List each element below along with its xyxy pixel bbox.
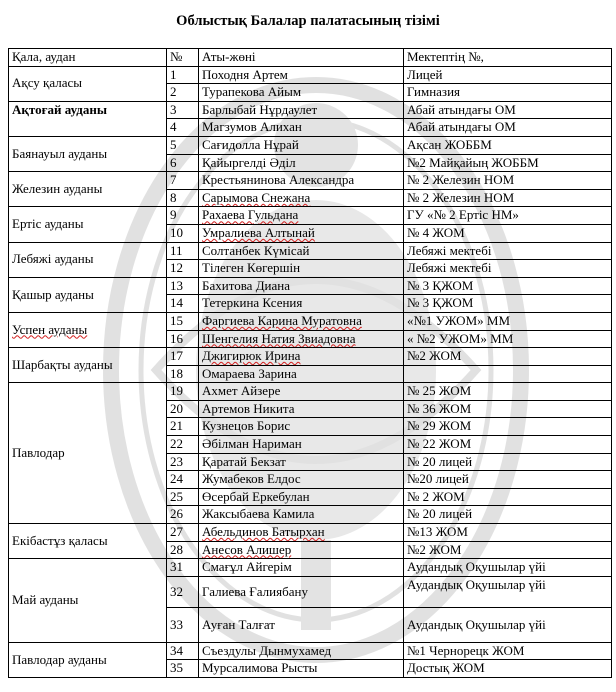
name-cell: Магзумов Алихан [199,119,404,137]
name-cell: Әбілман Нариман [199,436,404,454]
number-cell: 34 [167,642,199,660]
district-cell: Железин ауданы [9,172,167,207]
district-cell: Екібастұз қаласы [9,524,167,559]
school-cell: Лебяжі мектебі [404,242,612,260]
name-cell: Солтанбек Күмісай [199,242,404,260]
school-cell: № 3 ҚЖОМ [404,295,612,313]
number-cell: 23 [167,453,199,471]
document-title: Облыстық Балалар палатасының тізімі [176,13,440,29]
name-cell: Барлыбай Нұрдаулет [199,101,404,119]
school-cell: Абай атындағы ОМ [404,119,612,137]
district-cell: Шарбақты ауданы [9,348,167,383]
name-cell: Крестьянинова Александра [199,172,404,190]
table-row [9,136,612,154]
school-cell: Аудандық Оқушылар үйі [404,607,612,642]
name-cell: Тетеркина Ксения [199,295,404,313]
number-cell: 11 [167,242,199,260]
name-cell: Өсербай Еркебулан [199,488,404,506]
number-cell: 7 [167,172,199,190]
table-row [9,277,612,295]
number-cell: 19 [167,383,199,401]
name-cell: Анесов Алишер [199,541,404,559]
name-cell: Абельдинов Батырхан [199,524,404,542]
number-cell: 8 [167,189,199,207]
school-cell: № 20 лицей [404,453,612,471]
school-cell: Аудандық Оқушылар үйі [404,576,612,607]
table-row [9,207,612,225]
name-cell: Съездулы Дынмухамед [199,642,404,660]
school-cell: № 20 лицей [404,506,612,524]
school-cell: Лебяжі мектебі [404,260,612,278]
name-cell: Джигирюк Ирина [199,348,404,366]
header-school: Мектептің №, [404,49,612,67]
table-row [9,559,612,577]
school-cell: № 29 ЖОМ [404,418,612,436]
number-cell: 15 [167,312,199,330]
number-cell: 18 [167,365,199,383]
name-cell: Ахмет Айзере [199,383,404,401]
table-row [9,172,612,190]
number-cell: 22 [167,436,199,454]
name-cell: Турапекова Айым [199,84,404,102]
name-cell: Тілеген Көгершін [199,260,404,278]
name-cell: Сарымова Снежана [199,189,404,207]
number-cell: 17 [167,348,199,366]
school-cell: № 25 ЖОМ [404,383,612,401]
name-cell: Жаксыбаева Камила [199,506,404,524]
name-cell: Қаратай Бекзат [199,453,404,471]
table-row [9,642,612,660]
district-cell: Павлодар ауданы [9,642,167,677]
name-cell: Артемов Никита [199,400,404,418]
school-cell: Достық ЖОМ [404,660,612,678]
number-cell: 33 [167,607,199,642]
name-cell: Омараева Зарина [199,365,404,383]
name-cell: Фаргиева Карина Муратовна [199,312,404,330]
name-cell: Жумабеков Елдос [199,471,404,489]
name-cell: Кузнецов Борис [199,418,404,436]
table-row [9,312,612,330]
table-row [9,348,612,366]
table-row [9,242,612,260]
header-district: Қала, аудан [9,49,167,67]
children-chamber-table [8,48,612,678]
table-row [9,66,612,84]
number-cell: 12 [167,260,199,278]
number-cell: 2 [167,84,199,102]
school-cell: ГУ «№ 2 Ертіс НМ» [404,207,612,225]
number-cell: 9 [167,207,199,225]
school-cell: «№1 УЖОМ» ММ [404,312,612,330]
district-cell: Лебяжі ауданы [9,242,167,277]
school-cell: Лицей [404,66,612,84]
school-cell: Абай атындағы ОМ [404,101,612,119]
school-cell: №2 ЖОМ [404,541,612,559]
table-header-row [9,49,612,67]
header-number: № [167,49,199,67]
district-cell: Май ауданы [9,559,167,643]
school-cell: Гимназия [404,84,612,102]
number-cell: 27 [167,524,199,542]
school-cell: №20 лицей [404,471,612,489]
name-cell: Мурсалимова Рысты [199,660,404,678]
name-cell: Қайыргелді Әділ [199,154,404,172]
school-cell: « №2 УЖОМ» ММ [404,330,612,348]
school-cell: Ақсан ЖОББМ [404,136,612,154]
number-cell: 21 [167,418,199,436]
name-cell: Ауған Талғат [199,607,404,642]
name-cell: Походня Артем [199,66,404,84]
school-cell: Аудандық Оқушылар үйі [404,559,612,577]
school-cell: № 2 Железин НОМ [404,172,612,190]
school-cell: №2 ЖОМ [404,348,612,366]
district-cell: Ақтоғай ауданы [9,101,167,136]
district-cell: Ертіс ауданы [9,207,167,242]
district-cell: Успен ауданы [9,312,167,347]
number-cell: 35 [167,660,199,678]
header-name: Аты-жөні [199,49,404,67]
name-cell: Рахаева Гульдана [199,207,404,225]
name-cell: Смағұл Айгерім [199,559,404,577]
district-cell: Ақсу қаласы [9,66,167,101]
number-cell: 3 [167,101,199,119]
number-cell: 16 [167,330,199,348]
number-cell: 24 [167,471,199,489]
number-cell: 20 [167,400,199,418]
number-cell: 25 [167,488,199,506]
name-cell: Бахитова Диана [199,277,404,295]
number-cell: 1 [167,66,199,84]
table-row [9,524,612,542]
district-cell: Павлодар [9,383,167,524]
name-cell: Сағидолла Нұрай [199,136,404,154]
name-cell: Шенгелия Натия Звиадовна [199,330,404,348]
district-cell: Баянауыл ауданы [9,136,167,171]
table-row [9,101,612,119]
school-cell: №1 Чернорецк ЖОМ [404,642,612,660]
school-cell: №2 Майқайың ЖОББМ [404,154,612,172]
number-cell: 5 [167,136,199,154]
school-cell: №13 ЖОМ [404,524,612,542]
number-cell: 14 [167,295,199,313]
school-cell: № 22 ЖОМ [404,436,612,454]
number-cell: 6 [167,154,199,172]
number-cell: 32 [167,576,199,607]
name-cell: Умралиева Алтынай [199,224,404,242]
school-cell: № 4 ЖОМ [404,224,612,242]
number-cell: 28 [167,541,199,559]
number-cell: 4 [167,119,199,137]
school-cell: № 36 ЖОМ [404,400,612,418]
name-cell: Галиева Ғалиябану [199,576,404,607]
number-cell: 10 [167,224,199,242]
table-row [9,383,612,401]
number-cell: 31 [167,559,199,577]
number-cell: 13 [167,277,199,295]
school-cell: № 3 ҚЖОМ [404,277,612,295]
number-cell: 26 [167,506,199,524]
school-cell: № 2 ЖОМ [404,488,612,506]
district-cell: Қашыр ауданы [9,277,167,312]
school-cell: № 2 Железин НОМ [404,189,612,207]
school-cell [404,365,612,383]
